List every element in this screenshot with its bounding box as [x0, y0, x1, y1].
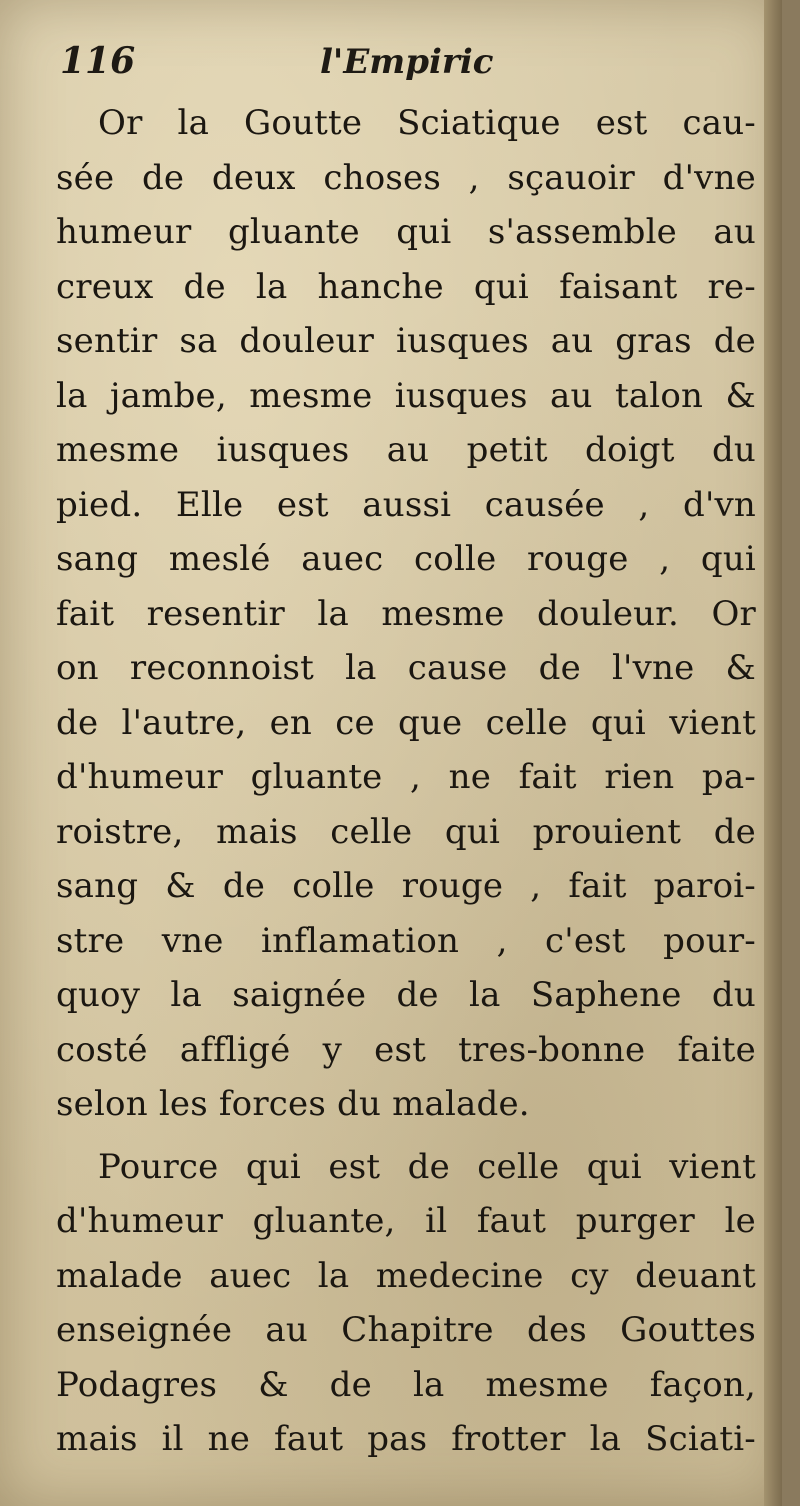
text-line: stre vne inflamation , c'est pour- — [56, 920, 756, 961]
text-line: Podagres & de la mesme façon, — [56, 1364, 756, 1405]
page-header — [60, 40, 750, 90]
text-line: on reconnoist la cause de l'vne & — [56, 648, 756, 688]
text-line: roistre, mais celle qui prouient de — [56, 811, 756, 852]
text-line: sang meslé auec colle rouge , qui — [56, 539, 756, 579]
page-edge — [764, 0, 782, 1506]
text-line: la jambe, mesme iusques au talon & — [56, 375, 756, 416]
paragraph-gap — [56, 1132, 756, 1140]
page-number: 116 — [60, 40, 136, 82]
text-line: sang & de colle rouge , fait paroi- — [56, 866, 756, 906]
paragraph-2 — [56, 1140, 756, 1467]
text-line: pied. Elle est aussi causée , d'vn — [56, 484, 756, 525]
text-line: sée de deux choses , sçauoir d'vne — [56, 157, 756, 198]
text-line: d'humeur gluante , ne fait rien pa- — [56, 757, 756, 797]
text-line: d'humeur gluante, il faut purger le — [56, 1201, 756, 1241]
text-line: de l'autre, en ce que celle qui vient — [56, 702, 756, 743]
text-line: creux de la hanche qui faisant re- — [56, 266, 756, 307]
paragraph-1 — [56, 96, 756, 1132]
text-line: Or la Goutte Sciatique est cau- — [98, 103, 756, 143]
text-line: quoy la saignée de la Saphene du — [56, 975, 756, 1015]
text-line: mais il ne faut pas frotter la Sciati- — [56, 1419, 756, 1459]
text-line: enseignée au Chapitre des Gouttes — [56, 1310, 756, 1350]
text-line: fait resentir la mesme douleur. Or — [56, 593, 756, 634]
text-line: humeur gluante qui s'assemble au — [56, 212, 756, 252]
text-line: sentir sa douleur iusques au gras de — [56, 321, 756, 361]
text-line: mesme iusques au petit doigt du — [56, 430, 756, 470]
text-line: selon les forces du malade. — [56, 1084, 530, 1124]
text-line: malade auec la medecine cy deuant — [56, 1255, 756, 1296]
text-line: costé affligé y est tres-bonne faite — [56, 1029, 756, 1070]
running-title: l'Empiric — [320, 42, 494, 82]
body-text — [56, 96, 756, 1467]
text-line: Pource qui est de celle qui vient — [98, 1146, 756, 1187]
